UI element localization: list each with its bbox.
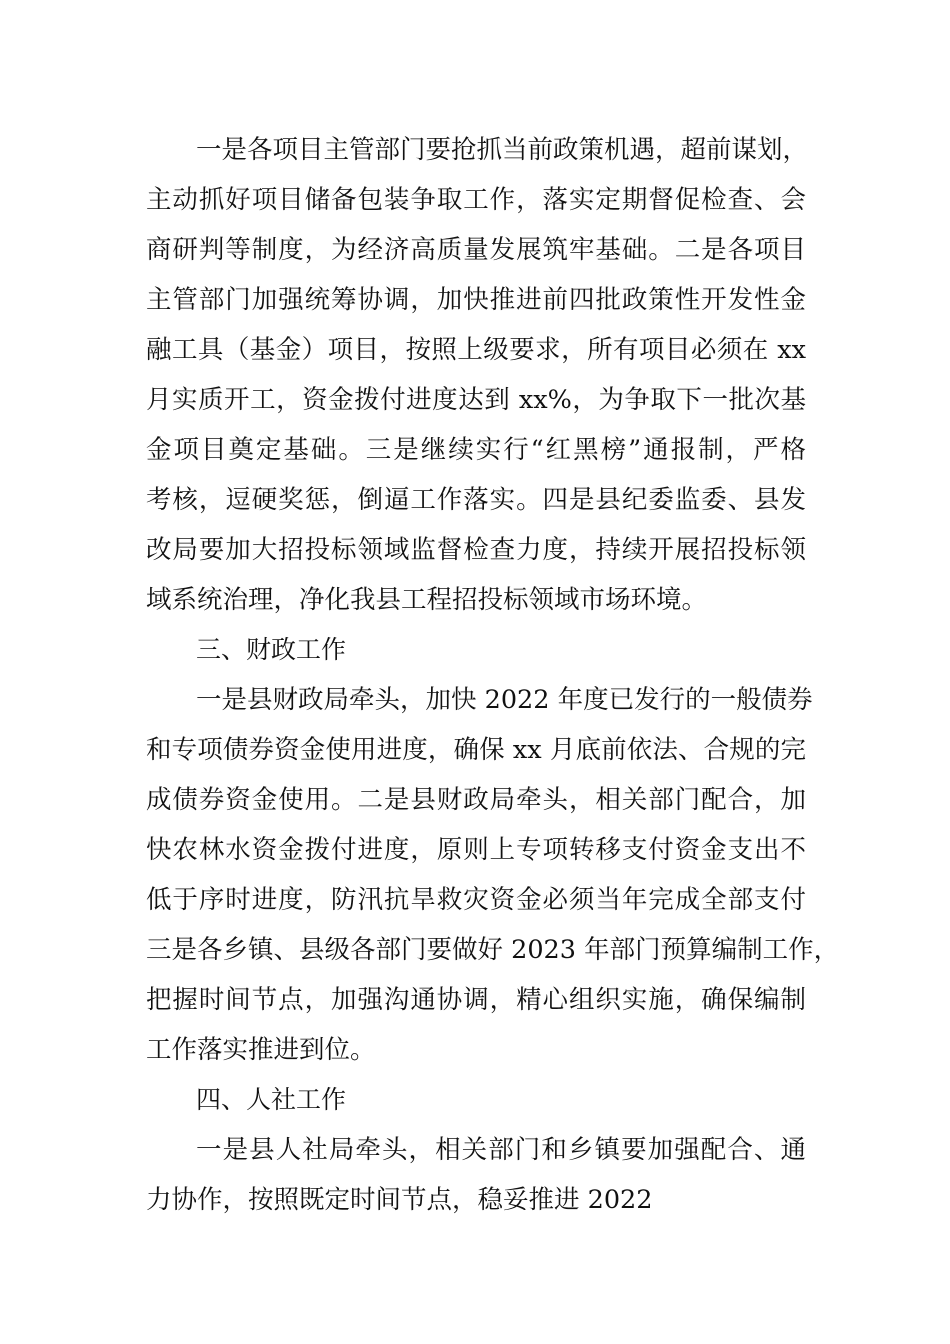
document-body [146,125,840,1225]
text-line: 和专项债券资金使用进度，确保 xx 月底前依法、合规的完 [146,735,806,765]
text-line: 域系统治理，净化我县工程招投标领域市场环境。 [146,585,708,615]
text-line: 一是各项目主管部门要抢抓当前政策机遇，超前谋划， [196,135,809,165]
text-line: 力协作，按照既定时间节点，稳妥推进 2022 [146,1185,653,1215]
text-line: 低于序时进度，防汛抗旱救灾资金必须当年完成全部支付 [146,885,806,915]
text-line: 考核，逗硬奖惩，倒逼工作落实。四是县纪委监委、县发 [146,485,806,515]
text-line: 三是各乡镇、县级各部门要做好 2023 年部门预算编制工作， [146,935,840,965]
section-heading: 四、人社工作 [196,1085,347,1114]
text-line: 主动抓好项目储备包装争取工作，落实定期督促检查、会 [146,185,806,215]
text-line: 商研判等制度，为经济高质量发展筑牢基础。二是各项目 [146,235,806,265]
text-line: 成债券资金使用。二是县财政局牵头，相关部门配合，加 [146,785,806,815]
text-line: 一是县财政局牵头，加快 2022 年度已发行的一般债券 [196,685,813,715]
text-line: 工作落实推进到位。 [146,1035,376,1065]
section-heading: 三、财政工作 [196,635,347,664]
text-line: 金项目奠定基础。三是继续实行“红黑榜”通报制，严格 [146,435,806,465]
text-line: 快农林水资金拨付进度，原则上专项转移支付资金支出不 [146,835,806,865]
text-line: 一是县人社局牵头，相关部门和乡镇要加强配合、通 [196,1135,806,1165]
text-line: 融工具（基金）项目，按照上级要求，所有项目必须在 xx [146,335,806,365]
text-line: 改局要加大招投标领域监督检查力度，持续开展招投标领 [146,535,806,565]
text-line: 月实质开工，资金拨付进度达到 xx%，为争取下一批次基 [146,385,806,415]
text-line: 把握时间节点，加强沟通协调，精心组织实施，确保编制 [146,985,806,1015]
text-line: 主管部门加强统筹协调，加快推进前四批政策性开发性金 [146,285,806,315]
